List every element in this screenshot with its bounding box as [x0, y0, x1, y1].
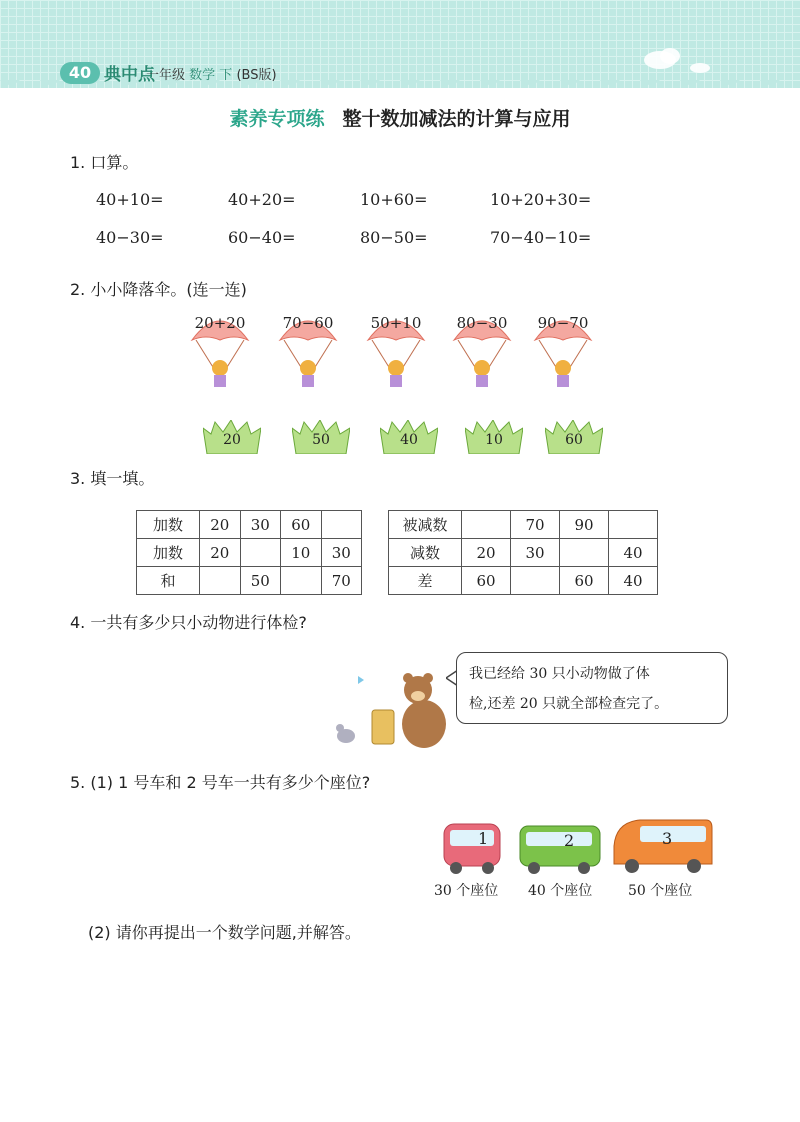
- parachute-expression: 80−30: [456, 314, 508, 332]
- table-cell[interactable]: [560, 539, 609, 567]
- bus-3-seats: 50 个座位: [628, 883, 693, 899]
- topic-title: 整十数加减法的计算与应用: [342, 108, 571, 130]
- calc-item: 10+60=: [360, 190, 428, 209]
- brand-logo: 典中点: [104, 65, 155, 85]
- parachute-expression: 20+20: [194, 314, 246, 332]
- book-info: [146, 64, 277, 83]
- grass-answer[interactable]: [203, 420, 261, 454]
- table-cell[interactable]: 30: [321, 539, 362, 567]
- table-cell[interactable]: [462, 511, 511, 539]
- subject-label: 数学 下: [189, 68, 233, 83]
- grass-answer-value: 60: [565, 432, 583, 448]
- grass-answer[interactable]: [545, 420, 603, 454]
- table-cell[interactable]: 70: [321, 567, 362, 595]
- table-header: 减数: [389, 539, 462, 567]
- question-3-label: 3. 填一填。: [70, 469, 155, 488]
- parachute[interactable]: [190, 312, 250, 402]
- bus-2-seats: 40 个座位: [528, 883, 593, 899]
- calc-item: 80−50=: [360, 228, 428, 247]
- table-cell[interactable]: 20: [200, 539, 241, 567]
- speech-bubble: [456, 652, 728, 724]
- question-5-part-2: (2) 请你再提出一个数学问题,并解答。: [88, 923, 361, 942]
- speech-text-line2: 检,还差 20 只就全部检查完了。: [469, 696, 669, 712]
- table-cell[interactable]: 10: [281, 539, 322, 567]
- table-cell[interactable]: [321, 511, 362, 539]
- table-cell[interactable]: 20: [462, 539, 511, 567]
- table-cell[interactable]: 40: [609, 539, 658, 567]
- bus-2-icon: [518, 822, 602, 876]
- table-header: 和: [137, 567, 200, 595]
- parachute-expression: 70−60: [282, 314, 334, 332]
- parachute[interactable]: [452, 312, 512, 402]
- table-cell[interactable]: 60: [281, 511, 322, 539]
- table-cell[interactable]: 30: [240, 511, 281, 539]
- bus-1-icon: [442, 820, 504, 876]
- calc-item: 40+20=: [228, 190, 296, 209]
- parachute[interactable]: [278, 312, 338, 402]
- grass-answer[interactable]: [380, 420, 438, 454]
- calc-item: 40+10=: [96, 190, 164, 209]
- table-header: 差: [389, 567, 462, 595]
- table-cell[interactable]: 70: [511, 511, 560, 539]
- grass-answer-value: 40: [400, 432, 418, 448]
- bus-2-number: 2: [564, 831, 575, 850]
- table-cell[interactable]: [511, 567, 560, 595]
- table-cell[interactable]: 50: [240, 567, 281, 595]
- grass-answer-value: 50: [312, 432, 330, 448]
- question-2-label: 2. 小小降落伞。(连一连): [70, 280, 247, 299]
- bus-1-seats: 30 个座位: [434, 883, 499, 899]
- table-cell[interactable]: [609, 511, 658, 539]
- question-4-label: 4. 一共有多少只小动物进行体检?: [70, 613, 307, 632]
- subtraction-table: [388, 510, 658, 595]
- table-cell[interactable]: 20: [200, 511, 241, 539]
- parachute-expression: 50+10: [370, 314, 422, 332]
- table-cell[interactable]: [200, 567, 241, 595]
- table-cell[interactable]: [281, 567, 322, 595]
- cloud-icon: [630, 40, 720, 80]
- table-cell[interactable]: [240, 539, 281, 567]
- table-cell[interactable]: 40: [609, 567, 658, 595]
- page-number: 40: [60, 62, 100, 84]
- bear-doctor-illustration: [326, 668, 450, 750]
- grass-answer-value: 20: [223, 432, 241, 448]
- grass-answer-value: 10: [485, 432, 503, 448]
- parachute[interactable]: [366, 312, 426, 402]
- table-cell[interactable]: 60: [462, 567, 511, 595]
- question-1-label: 1. 口算。: [70, 153, 139, 172]
- table-cell[interactable]: 90: [560, 511, 609, 539]
- parachute-expression: 90−70: [537, 314, 589, 332]
- table-cell[interactable]: 30: [511, 539, 560, 567]
- table-header: 加数: [137, 539, 200, 567]
- edition-label: (BS版): [236, 68, 277, 83]
- bus-3-number: 3: [662, 829, 673, 848]
- grass-answer[interactable]: [465, 420, 523, 454]
- section-title: 素养专项练: [229, 108, 325, 130]
- calc-item: 40−30=: [96, 228, 164, 247]
- calc-item: 60−40=: [228, 228, 296, 247]
- calc-item: 70−40−10=: [490, 228, 592, 247]
- page-title: [0, 104, 800, 131]
- table-cell[interactable]: 60: [560, 567, 609, 595]
- addition-table: [136, 510, 362, 595]
- parachute[interactable]: [533, 312, 593, 402]
- question-5-label: 5. (1) 1 号车和 2 号车一共有多少个座位?: [70, 773, 371, 792]
- speech-text-line1: 我已经给 30 只小动物做了体: [469, 666, 650, 682]
- table-header: 被减数: [389, 511, 462, 539]
- grass-answer[interactable]: [292, 420, 350, 454]
- calc-item: 10+20+30=: [490, 190, 592, 209]
- bus-3-icon: [610, 816, 714, 878]
- table-header: 加数: [137, 511, 200, 539]
- bus-1-number: 1: [478, 829, 489, 848]
- grade-label: 一年级: [146, 68, 186, 83]
